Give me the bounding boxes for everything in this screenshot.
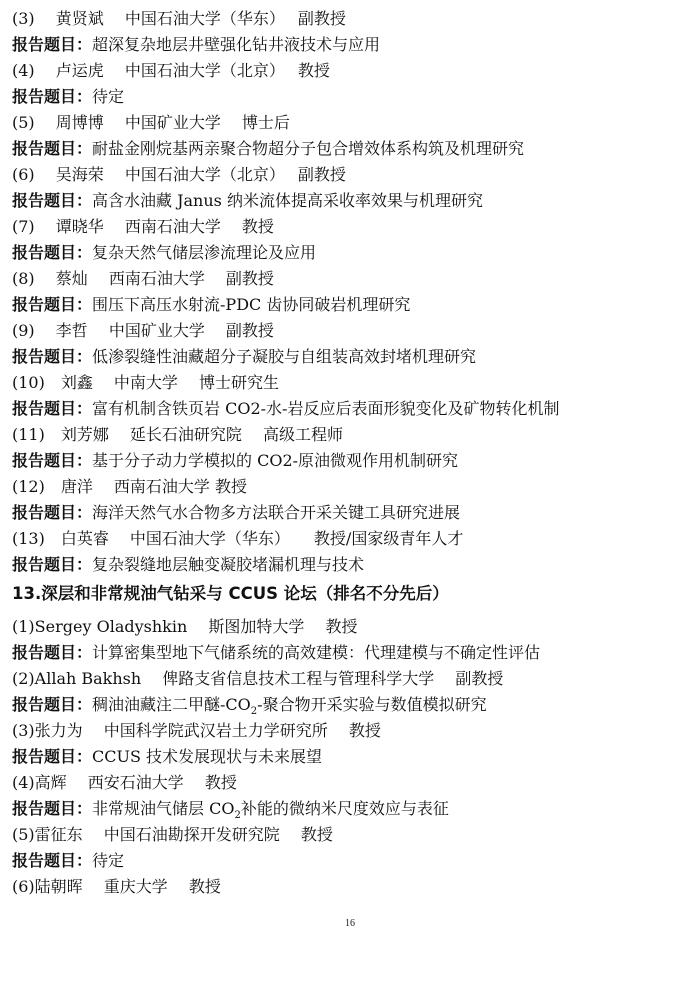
report-title: 待定 <box>92 851 125 870</box>
speaker-line: (13) 白英睿 中国石油大学（华东） 教授/国家级青年人才 <box>12 529 464 548</box>
speaker-line: (6)陆朝晖 重庆大学 教授 <box>12 877 221 896</box>
speaker-line: (5) 周博博 中国矿业大学 博士后 <box>12 113 290 132</box>
report-title-line <box>12 240 692 266</box>
report-title-line <box>12 552 692 578</box>
report-title-line <box>12 188 692 214</box>
report-title-line <box>12 692 692 718</box>
report-title-line <box>12 500 692 526</box>
report-title: 耐盐金刚烷基两亲聚合物超分子包合增效体系构筑及机理研究 <box>92 139 525 158</box>
report-title: 复杂天然气储层渗流理论及应用 <box>92 243 317 262</box>
report-label: 报告题目： <box>12 851 93 870</box>
report-title: 复杂裂缝地层触变凝胶堵漏机理与技术 <box>92 555 365 574</box>
report-title: 低渗裂缝性油藏超分子凝胶与自组装高效封堵机理研究 <box>92 347 477 366</box>
page-number: 16 <box>345 918 355 929</box>
report-label: 报告题目： <box>12 295 93 314</box>
document-page <box>12 6 692 900</box>
report-title: 富有机制含铁页岩 CO2-水-岩反应后表面形貌变化及矿物转化机制 <box>92 399 560 418</box>
report-title: 围压下高压水射流-PDC 齿协同破岩机理研究 <box>92 295 411 314</box>
report-title-line <box>12 292 692 318</box>
report-title-line <box>12 136 692 162</box>
speaker-line: (8) 蔡灿 西南石油大学 副教授 <box>12 269 274 288</box>
speaker-line: (6) 吴海荣 中国石油大学（北京） 副教授 <box>12 165 346 184</box>
report-title-line <box>12 344 692 370</box>
speaker-line: (12) 唐洋 西南石油大学 教授 <box>12 477 248 496</box>
report-title-line <box>12 32 692 58</box>
section-heading: 13.深层和非常规油气钻采与 CCUS 论坛（排名不分先后） <box>12 584 449 603</box>
report-title-line <box>12 448 692 474</box>
report-title: 高含水油藏 Janus 纳米流体提高采收率效果与机理研究 <box>92 191 483 210</box>
speaker-line: (4) 卢运虎 中国石油大学（北京） 教授 <box>12 61 330 80</box>
report-title-line <box>12 744 692 770</box>
report-title: 海洋天然气水合物多方法联合开采关键工具研究进展 <box>92 503 461 522</box>
report-title: 基于分子动力学模拟的 CO2-原油微观作用机制研究 <box>92 451 459 470</box>
report-title: 超深复杂地层井壁强化钻井液技术与应用 <box>92 35 381 54</box>
report-title-line <box>12 396 692 422</box>
report-label: 报告题目： <box>12 35 93 54</box>
report-label: 报告题目： <box>12 347 93 366</box>
report-label: 报告题目： <box>12 799 93 818</box>
report-title: 计算密集型地下气储系统的高效建模：代理建模与不确定性评估 <box>92 643 541 662</box>
report-label: 报告题目： <box>12 191 93 210</box>
speaker-line: (9) 李哲 中国矿业大学 副教授 <box>12 321 274 340</box>
report-label: 报告题目： <box>12 399 93 418</box>
report-title: 待定 <box>92 87 125 106</box>
speaker-line: (11) 刘芳娜 延长石油研究院 高级工程师 <box>12 425 344 444</box>
report-label: 报告题目： <box>12 695 93 714</box>
report-label: 报告题目： <box>12 243 93 262</box>
speaker-line: (10) 刘鑫 中南大学 博士研究生 <box>12 373 280 392</box>
report-label: 报告题目： <box>12 139 93 158</box>
report-title: CCUS 技术发展现状与未来展望 <box>92 747 323 766</box>
speaker-line: (3) 黄贤斌 中国石油大学（华东） 副教授 <box>12 9 346 28</box>
report-label: 报告题目： <box>12 643 93 662</box>
speaker-line: (4)高辉 西安石油大学 教授 <box>12 773 237 792</box>
report-title-line <box>12 84 692 110</box>
report-title-line <box>12 848 692 874</box>
report-title-line <box>12 640 692 666</box>
report-title: 稠油油藏注二甲醚$-CO_2-$聚合物开采实验与数值模拟研究 <box>92 695 487 718</box>
speaker-line: (1)Sergey Oladyshkin 斯图加特大学 教授 <box>12 617 358 636</box>
report-title: 非常规油气储层 $CO_2$补能的微纳米尺度效应与表征 <box>92 799 449 822</box>
report-label: 报告题目： <box>12 555 93 574</box>
report-title-line <box>12 796 692 822</box>
speaker-line: (2)Allah Bakhsh 俾路支省信息技术工程与管理科学大学 副教授 <box>12 669 504 688</box>
report-label: 报告题目： <box>12 87 93 106</box>
speaker-line: (3)张力为 中国科学院武汉岩土力学研究所 教授 <box>12 721 381 740</box>
speaker-line: (5)雷征东 中国石油勘探开发研究院 教授 <box>12 825 333 844</box>
report-label: 报告题目： <box>12 451 93 470</box>
report-label: 报告题目： <box>12 747 93 766</box>
speaker-line: (7) 谭晓华 西南石油大学 教授 <box>12 217 274 236</box>
report-label: 报告题目： <box>12 503 93 522</box>
